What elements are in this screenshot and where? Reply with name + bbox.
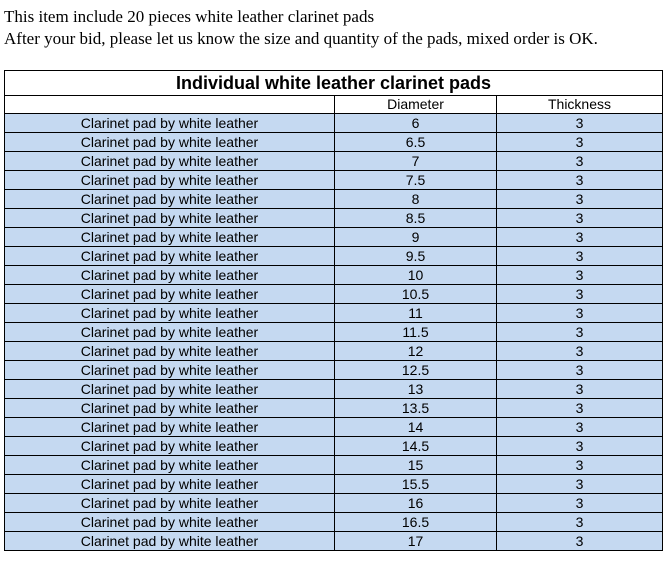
table-row [5, 513, 663, 532]
cell-name: Clarinet pad by white leather [5, 304, 335, 323]
intro-line-2: After your bid, please let us know the size and quantity of the pads, mixed order is OK. [4, 29, 598, 48]
cell-thickness: 3 [497, 532, 663, 551]
cell-diameter: 15.5 [335, 475, 497, 494]
table-row [5, 304, 663, 323]
cell-thickness: 3 [497, 323, 663, 342]
cell-thickness: 3 [497, 380, 663, 399]
cell-thickness: 3 [497, 266, 663, 285]
table-title: Individual white leather clarinet pads [5, 71, 663, 96]
table-row [5, 285, 663, 304]
table-row [5, 380, 663, 399]
cell-thickness: 3 [497, 228, 663, 247]
cell-name: Clarinet pad by white leather [5, 532, 335, 551]
table-row [5, 171, 663, 190]
cell-thickness: 3 [497, 361, 663, 380]
cell-name: Clarinet pad by white leather [5, 133, 335, 152]
cell-name: Clarinet pad by white leather [5, 380, 335, 399]
cell-name: Clarinet pad by white leather [5, 247, 335, 266]
cell-diameter: 10.5 [335, 285, 497, 304]
cell-diameter: 6.5 [335, 133, 497, 152]
cell-name: Clarinet pad by white leather [5, 399, 335, 418]
header-name [5, 96, 335, 114]
cell-thickness: 3 [497, 494, 663, 513]
cell-diameter: 10 [335, 266, 497, 285]
cell-diameter: 16 [335, 494, 497, 513]
cell-diameter: 9 [335, 228, 497, 247]
cell-diameter: 17 [335, 532, 497, 551]
table-row [5, 190, 663, 209]
cell-diameter: 16.5 [335, 513, 497, 532]
table-row [5, 437, 663, 456]
cell-name: Clarinet pad by white leather [5, 171, 335, 190]
cell-thickness: 3 [497, 152, 663, 171]
cell-thickness: 3 [497, 171, 663, 190]
cell-diameter: 14.5 [335, 437, 497, 456]
cell-name: Clarinet pad by white leather [5, 228, 335, 247]
table-row [5, 399, 663, 418]
cell-diameter: 14 [335, 418, 497, 437]
cell-name: Clarinet pad by white leather [5, 494, 335, 513]
cell-diameter: 12 [335, 342, 497, 361]
cell-thickness: 3 [497, 513, 663, 532]
cell-thickness: 3 [497, 304, 663, 323]
table-row [5, 247, 663, 266]
cell-name: Clarinet pad by white leather [5, 475, 335, 494]
table-row [5, 323, 663, 342]
table-row [5, 456, 663, 475]
intro-text [4, 6, 598, 50]
cell-name: Clarinet pad by white leather [5, 323, 335, 342]
table-body [5, 114, 663, 551]
cell-thickness: 3 [497, 456, 663, 475]
cell-name: Clarinet pad by white leather [5, 114, 335, 133]
cell-thickness: 3 [497, 437, 663, 456]
cell-name: Clarinet pad by white leather [5, 418, 335, 437]
cell-thickness: 3 [497, 475, 663, 494]
cell-diameter: 6 [335, 114, 497, 133]
cell-diameter: 15 [335, 456, 497, 475]
cell-thickness: 3 [497, 342, 663, 361]
table-row [5, 494, 663, 513]
cell-diameter: 11 [335, 304, 497, 323]
cell-name: Clarinet pad by white leather [5, 285, 335, 304]
cell-name: Clarinet pad by white leather [5, 513, 335, 532]
header-diameter: Diameter [335, 96, 497, 114]
cell-thickness: 3 [497, 285, 663, 304]
cell-thickness: 3 [497, 247, 663, 266]
table-row [5, 114, 663, 133]
cell-name: Clarinet pad by white leather [5, 437, 335, 456]
table-row [5, 228, 663, 247]
cell-thickness: 3 [497, 209, 663, 228]
cell-thickness: 3 [497, 418, 663, 437]
intro-line-1: This item include 20 pieces white leather clarinet pads [4, 7, 375, 26]
cell-diameter: 13 [335, 380, 497, 399]
cell-diameter: 7 [335, 152, 497, 171]
cell-diameter: 8 [335, 190, 497, 209]
cell-thickness: 3 [497, 114, 663, 133]
cell-name: Clarinet pad by white leather [5, 361, 335, 380]
cell-name: Clarinet pad by white leather [5, 190, 335, 209]
table-row [5, 152, 663, 171]
table-row [5, 361, 663, 380]
table-row [5, 266, 663, 285]
pads-table [4, 70, 663, 551]
table-row [5, 475, 663, 494]
cell-name: Clarinet pad by white leather [5, 209, 335, 228]
cell-thickness: 3 [497, 133, 663, 152]
table-row [5, 418, 663, 437]
cell-diameter: 8.5 [335, 209, 497, 228]
cell-thickness: 3 [497, 399, 663, 418]
cell-diameter: 7.5 [335, 171, 497, 190]
cell-diameter: 12.5 [335, 361, 497, 380]
cell-name: Clarinet pad by white leather [5, 152, 335, 171]
cell-diameter: 11.5 [335, 323, 497, 342]
cell-name: Clarinet pad by white leather [5, 266, 335, 285]
cell-name: Clarinet pad by white leather [5, 456, 335, 475]
cell-name: Clarinet pad by white leather [5, 342, 335, 361]
table-row [5, 532, 663, 551]
cell-diameter: 9.5 [335, 247, 497, 266]
cell-diameter: 13.5 [335, 399, 497, 418]
table-row [5, 342, 663, 361]
table-row [5, 133, 663, 152]
table-header-row [5, 96, 663, 114]
header-thickness: Thickness [497, 96, 663, 114]
cell-thickness: 3 [497, 190, 663, 209]
table-row [5, 209, 663, 228]
